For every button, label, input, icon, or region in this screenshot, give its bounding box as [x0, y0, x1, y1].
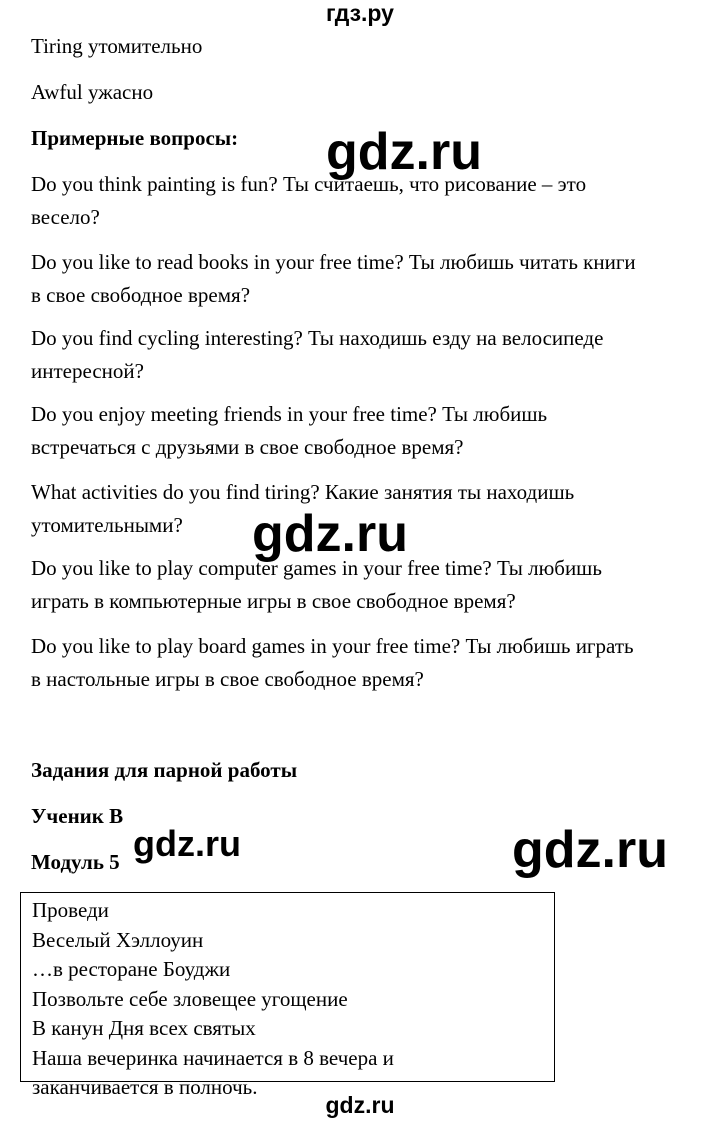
- question-line: Do you like to play board games in your free time? Ты любишь играть: [31, 634, 634, 658]
- question-line: в свое свободное время?: [31, 283, 251, 307]
- invitation-box: [20, 892, 555, 1099]
- question-line: утомительными?: [31, 513, 183, 537]
- pair-work-heading: Задания для парной работы: [31, 758, 298, 782]
- question-line: Do you like to play computer games in your free time? Ты любишь: [31, 556, 602, 580]
- question-line: What activities do you find tiring? Какие занятия ты находишь: [31, 480, 575, 504]
- invitation-line: заканчивается в полночь.: [32, 1075, 258, 1099]
- question-line: Do you find cycling interesting? Ты находишь езду на велосипеде: [31, 326, 604, 350]
- question-line: в настольные игры в свое свободное время?: [31, 667, 424, 691]
- invitation-line: Веселый Хэллоуин: [32, 927, 204, 952]
- question-line: Do you enjoy meeting friends in your free time? Ты любишь: [31, 402, 548, 426]
- invitation-line: …в ресторане Боуджи: [32, 957, 231, 981]
- question-line: Do you think painting is fun? Ты считаешь, что рисование – это: [31, 172, 587, 196]
- student-heading: Ученик В: [31, 804, 124, 828]
- question-line: играть в компьютерные игры в свое свободное время?: [31, 589, 516, 613]
- vocab-tiring: Tiring утомительно: [31, 34, 203, 58]
- site-footer: gdz.ru: [325, 1092, 395, 1118]
- question-item: [31, 398, 701, 464]
- watermark: gdz.ru: [512, 821, 668, 879]
- question-item: [31, 630, 701, 696]
- vocab-awful: Awful ужасно: [31, 80, 154, 104]
- question-item: [31, 322, 701, 388]
- question-line: Do you like to read books in your free time? Ты любишь читать книги: [31, 250, 636, 274]
- invitation-line: Проведи: [32, 898, 109, 922]
- questions-heading: Примерные вопросы:: [31, 126, 239, 150]
- module-heading: Модуль 5: [31, 850, 120, 874]
- question-item: [31, 246, 701, 312]
- watermark: gdz.ru: [326, 123, 482, 181]
- question-line: весело?: [31, 205, 100, 229]
- invitation-line: Позвольте себе зловещее угощение: [32, 986, 348, 1011]
- watermark: gdz.ru: [252, 505, 408, 563]
- site-header: гдз.ру: [326, 0, 394, 26]
- invitation-line: Наша вечеринка начинается в 8 вечера и: [32, 1045, 394, 1070]
- question-line: интересной?: [31, 359, 144, 383]
- question-line: встречаться с друзьями в свое свободное время?: [31, 435, 464, 459]
- invitation-line: В канун Дня всех святых: [32, 1016, 256, 1040]
- watermark: gdz.ru: [133, 823, 241, 864]
